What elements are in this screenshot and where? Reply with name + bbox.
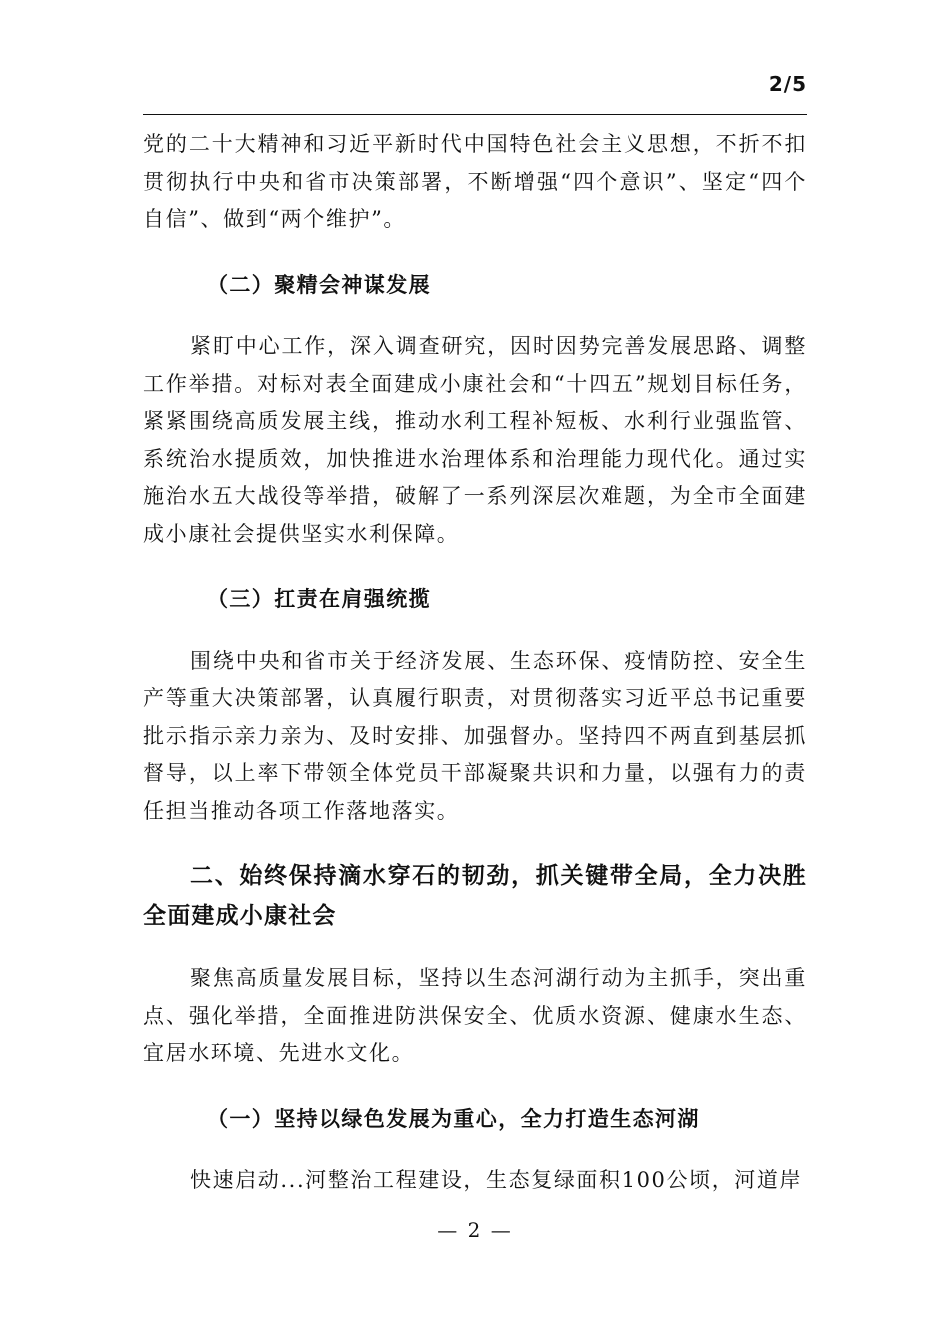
subheading-2: （二）聚精会神谋发展: [207, 272, 431, 297]
header-divider: [143, 114, 807, 115]
paragraph-responsibility: 围绕中央和省市关于经济发展、生态环保、疫情防控、安全生产等重大决策部署，认真履行职责，对贯彻落实习近平总书记重要批示指示亲力亲为、及时安排、加强督办。坚持四不两直到基层抓督导，以上率下带领全体党员干部凝聚共识和力量，以强有力的责任担当推动各项工作落地落实。: [143, 648, 807, 823]
subheading-3: （三）扛责在肩强统揽: [207, 587, 431, 611]
paragraph-focus: 聚焦高质量发展目标，坚持以生态河湖行动为主抓手，突出重点、强化举措，全面推进防洪保安全、优质水资源、健康水生态、宜居水环境、先进水文化。: [143, 966, 807, 1065]
section-heading-2: 二、始终保持滴水穿石的韧劲，抓关键带全局，全力决胜全面建成小康社会: [143, 863, 807, 929]
paragraph-continuation: 党的二十大精神和习近平新时代中国特色社会主义思想，不折不扣贯彻执行中央和省市决策部署，不断增强“四个意识”、坚定“四个自信”、做到“两个维护”。: [143, 132, 807, 231]
paragraph-green-development: 快速启动...河整治工程建设，生态复绿面积100公顷，河道岸: [190, 1168, 803, 1192]
page-indicator: 2/5: [768, 72, 807, 96]
document-body: [143, 126, 807, 1200]
footer-page-number: — 2 —: [437, 1218, 513, 1242]
subheading-1: （一）坚持以绿色发展为重心，全力打造生态河湖: [207, 1106, 700, 1131]
paragraph-development: 紧盯中心工作，深入调查研究，因时因势完善发展思路、调整工作举措。对标对表全面建成小康社会和“十四五”规划目标任务，紧紧围绕高质发展主线，推动水利工程补短板、水利行业强监管、系统治水提质效，加快推进水治理体系和治理能力现代化。通过实施治水五大战役等举措，破解了一系列深层次难题，为全市全面建成小康社会提供坚实水利保障。: [143, 334, 807, 546]
